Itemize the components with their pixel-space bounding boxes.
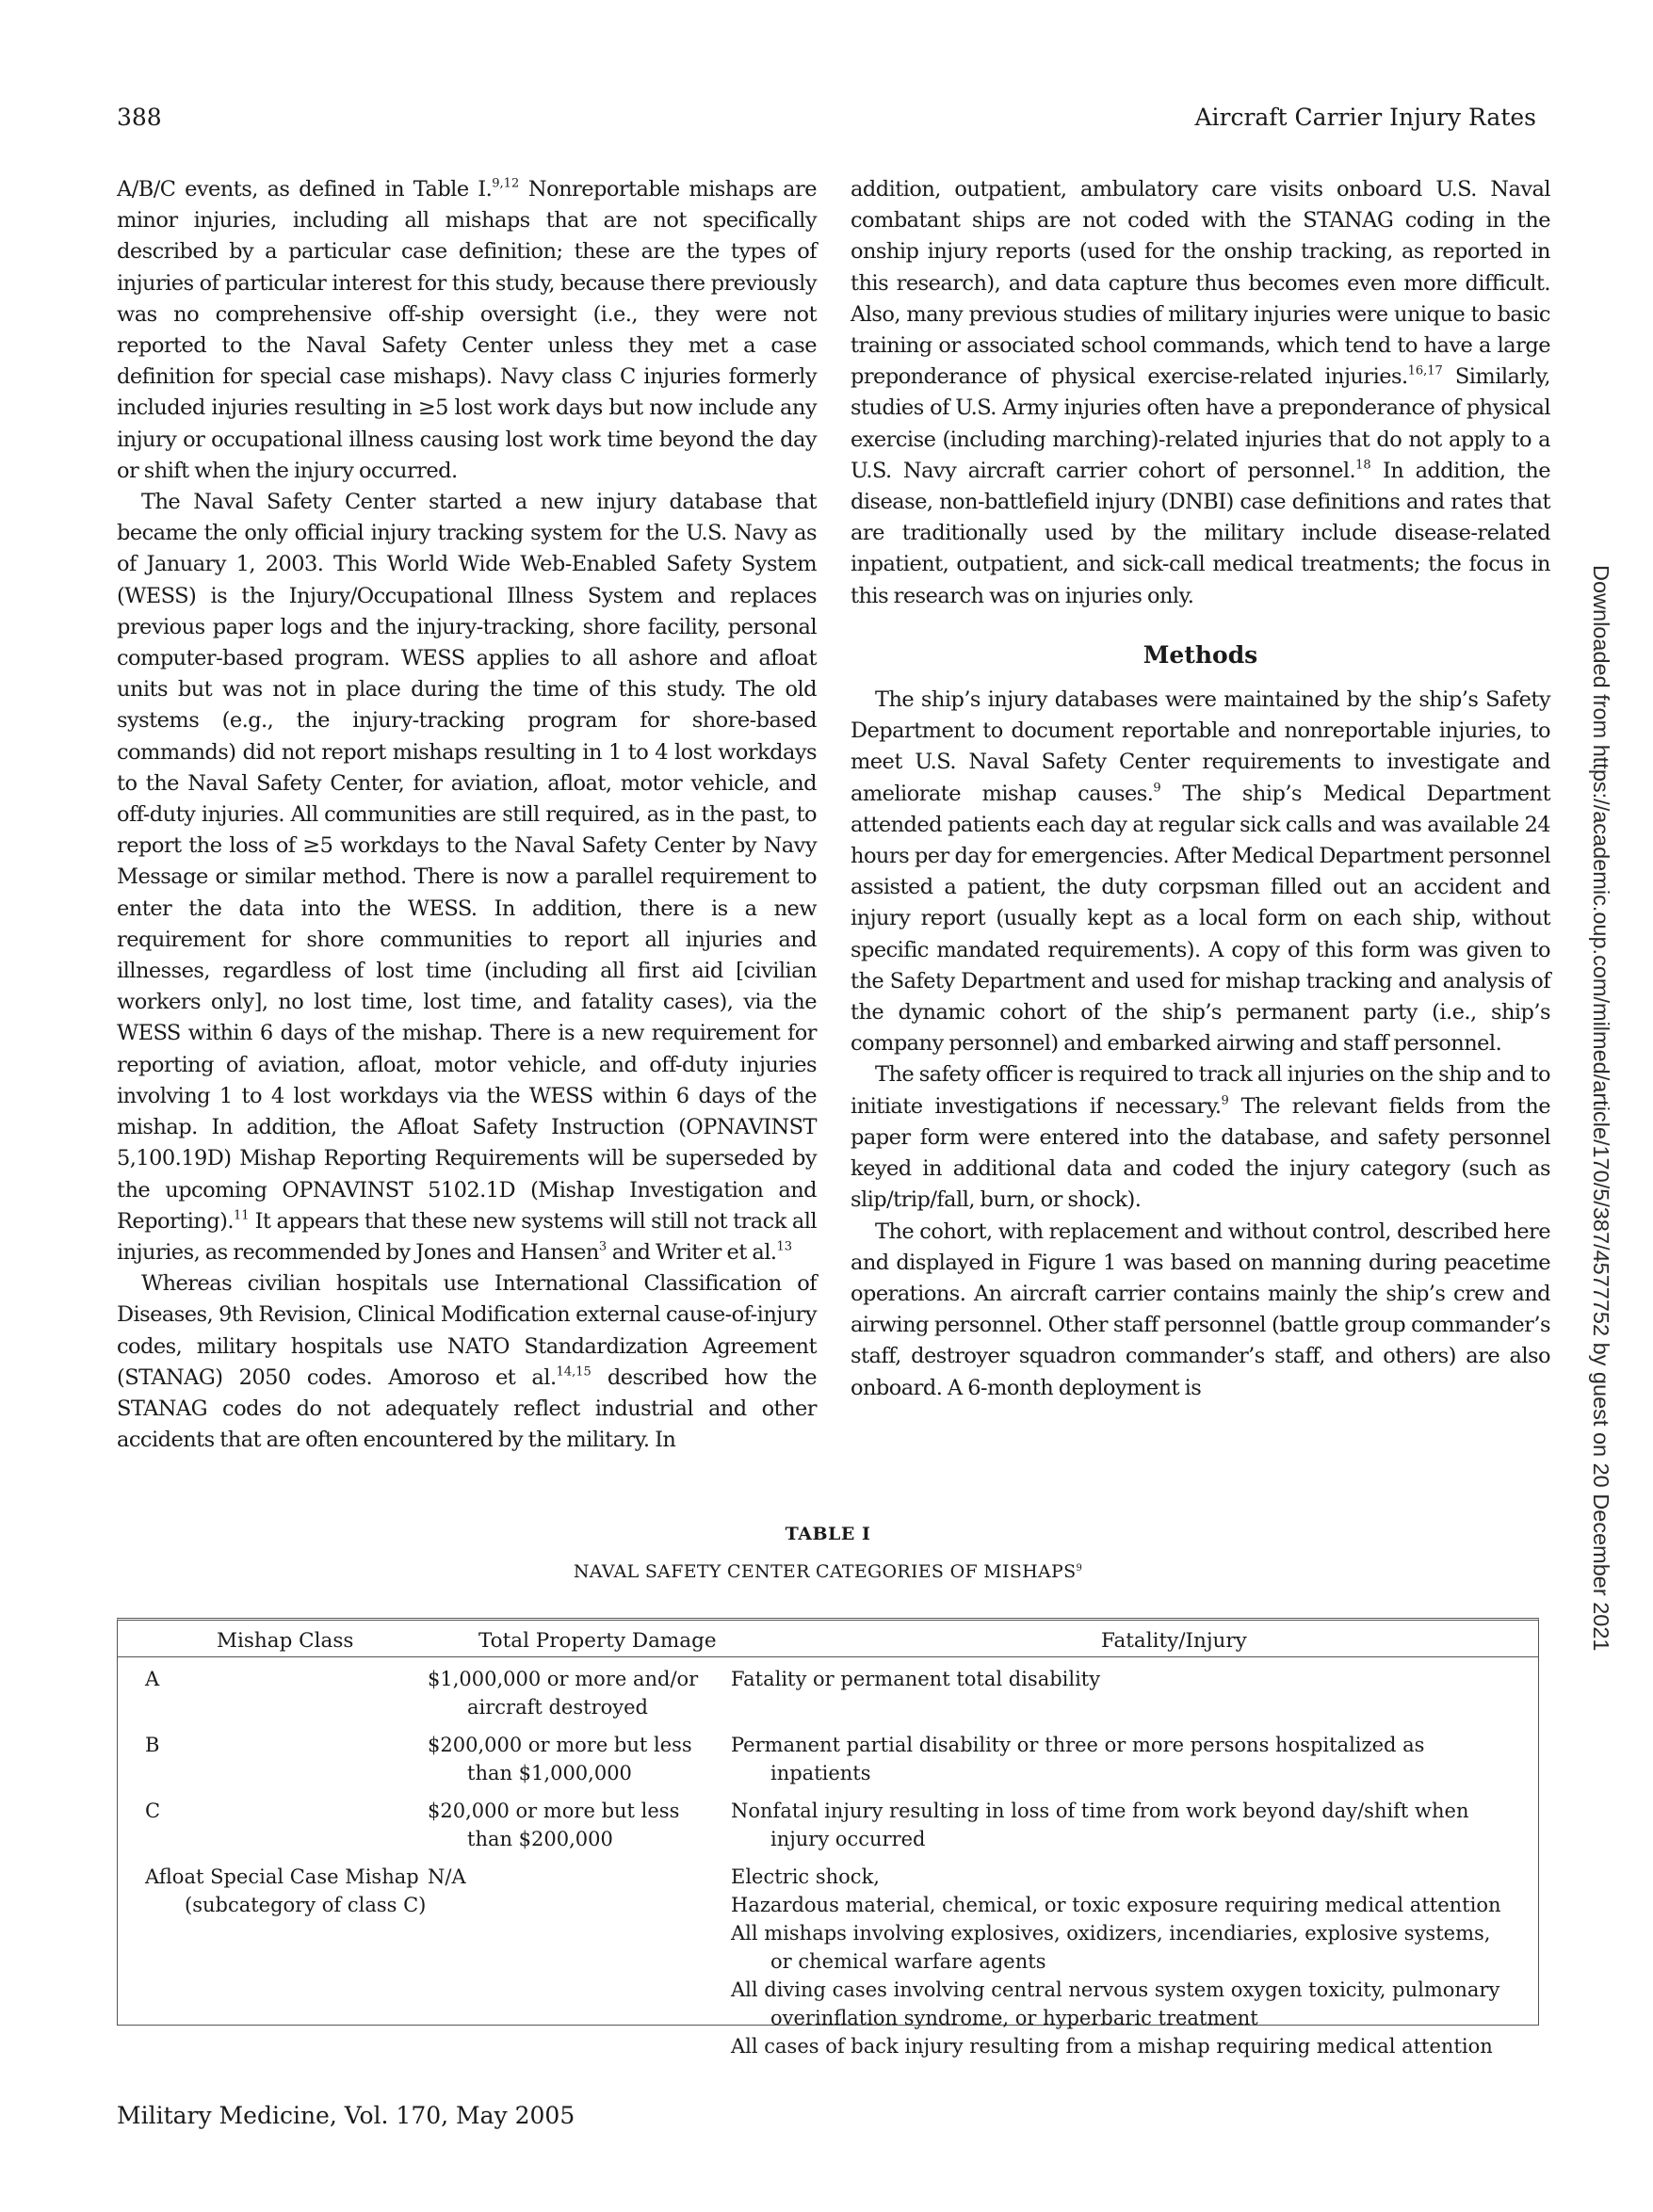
left-column <box>117 174 817 1456</box>
text-run: A/B/C events, as defined in Table I. <box>117 177 493 202</box>
citation: 9 <box>1153 780 1161 795</box>
cell-mishap-class <box>117 1863 428 2060</box>
table-caption-text: NAVAL SAFETY CENTER CATEGORIES OF MISHAPS <box>573 1561 1077 1582</box>
cell-line: Electric shock, <box>731 1865 880 1888</box>
cell-line: than $200,000 <box>467 1828 613 1850</box>
text-run: The Naval Safety Center started a new injury database that became the only official injury tracking system for the U.S. Navy as of January 1, 2003. This World Wide Web-Enabled Safety System (WESS) is the Injury/Occupational Illness System and replaces previous paper logs and the injury-tracking, shore facility, personal computer-based program. WESS applies to all ashore and afloat units but was not in place during the time of this study. The old systems (e.g., the injury-tracking program for shore-based commands) did not report mishaps resulting in 1 to 4 lost workdays to the Naval Safety Center, for aviation, afloat, motor vehicle, and off-duty injuries. All communities are still required, as in the past, to report the loss of ≥5 workdays to the Naval Safety Center by Navy Message or similar method. There is now a parallel requirement to enter the data into the WESS. In addition, there is a new requirement for shore communities to report all injuries and illnesses, regardless of lost time (including all first aid [civilian workers only], no lost time, lost time, and fatality cases), via the WESS within 6 days of the mishap. There is a new requirement for reporting of aviation, afloat, motor vehicle, and off-duty injuries involving 1 to 4 lost workdays via the WESS within 6 days of the mishap. In addition, the Afloat Safety Instruction (OPNAVINST 5,100.19D) Mishap Reporting Requirements will be superseded by the upcoming OPNAVINST 5102.1D (Mishap Investigation and Reporting). <box>117 490 817 1234</box>
text-run: The ship’s injury databases were maintained by the ship’s Safety Department to document reportable and nonreportable injuries, to meet U.S. Naval Safety Center requirements to investigate and ameliorate mishap causes. <box>851 687 1550 806</box>
citation: 16,17 <box>1407 363 1443 379</box>
cell-line: injury occurred <box>770 1828 926 1850</box>
download-watermark: Downloaded from https://academic.oup.com/milmed/article/170/5/387/4577752 by guest on 20 December 2021 <box>1589 565 1613 1652</box>
cell-fatality-injury <box>731 1863 1539 2060</box>
text-run: In addition, the disease, non-battlefield injury (DNBI) case definitions and rates that are traditionally used by the military include disease-related inpatient, outpatient, and sick-call medical treatments; the focus in this research was on injuries only. <box>851 458 1550 608</box>
column-header-fatality-injury: Fatality/Injury <box>1101 1629 1247 1653</box>
text-run: The safety officer is required to track all injuries on the ship and to initiate investigations if necessary. <box>851 1062 1550 1119</box>
paragraph <box>851 685 1550 1059</box>
table-header-row <box>117 1618 1539 1657</box>
citation: 3 <box>598 1239 608 1254</box>
text-run: The ship’s Medical Department attended patients each day at regular sick calls and was available 24 hours per day for emergencies. After Medical Department personnel assisted a patient, the duty corpsman filled out an accident and injury report (usually kept as a local form on each ship, without specific mandated requirements). A copy of this form was given to the Safety Department and used for mishap tracking and analysis of the dynamic cohort of the ship’s permanent party (i.e., ship’s company personnel) and embarked airwing and staff personnel. <box>851 781 1550 1057</box>
cell-property-damage <box>428 1665 731 1721</box>
column-header-total-property-damage: Total Property Damage <box>478 1629 717 1653</box>
table-body <box>117 1665 1539 2060</box>
cell-line: Hazardous material, chemical, or toxic exposure requiring medical attention <box>731 1894 1501 1916</box>
paragraph <box>117 174 817 487</box>
cell-fatality-injury <box>731 1797 1539 1853</box>
footer-citation: Military Medicine, Vol. 170, May 2005 <box>117 2102 575 2129</box>
cell-line: B <box>145 1734 160 1756</box>
cell-line: $200,000 or more but less <box>428 1734 692 1756</box>
running-title: Aircraft Carrier Injury Rates <box>1194 104 1536 131</box>
text-run: Similarly, studies of U.S. Army injuries often have a preponderance of physical exercise (including marching)-related injuries that do not apply to a U.S. Navy aircraft carrier cohort of personnel. <box>851 364 1550 483</box>
cell-line: $1,000,000 or more and/or <box>428 1668 699 1690</box>
citation: 18 <box>1355 458 1371 473</box>
paragraph <box>117 487 817 1268</box>
cell-mishap-class <box>117 1665 428 1721</box>
citation: 11 <box>233 1207 250 1222</box>
cell-property-damage <box>428 1863 731 2060</box>
cell-line: Fatality or permanent total disability <box>731 1668 1101 1690</box>
citation: 9 <box>1221 1092 1229 1107</box>
text-run: described how the STANAG codes do not adequately reflect industrial and other accidents that are often encountered by the military. In <box>117 1364 817 1453</box>
text-run: Whereas civilian hospitals use International Classification of Diseases, 9th Revision, Clinical Modification external cause-of-injury codes, military hospitals use NATO Standardization Agreement (STANAG) 2050 codes. Amoroso et al. <box>117 1271 817 1390</box>
text-run: Nonreportable mishaps are minor injuries, including all mishaps that are not specifically described by a particular case definition; these are the types of injuries of particular interest for this study, because there previously was no comprehensive off-ship oversight (i.e., they were not reported to the Naval Safety Center unless they met a case definition for special case mishaps). Navy class C injuries formerly included injuries resulting in ≥5 lost work days but now include any injury or occupational illness causing lost work time beyond the day or shift when the injury occurred. <box>117 177 818 483</box>
column-header-mishap-class: Mishap Class <box>217 1629 354 1653</box>
table-row <box>117 1797 1539 1853</box>
cell-line: overinflation syndrome, or hyperbaric treatment <box>770 2007 1258 2029</box>
page-number: 388 <box>117 104 162 131</box>
table-row <box>117 1731 1539 1787</box>
cell-line: All mishaps involving explosives, oxidizers, incendiaries, explosive systems, <box>731 1922 1491 1945</box>
paragraph <box>851 1059 1550 1216</box>
cell-property-damage <box>428 1731 731 1787</box>
paragraph <box>851 1217 1550 1404</box>
text-run: It appears that these new systems will still not track all injuries, as recommended by Jones and Hansen <box>117 1208 817 1265</box>
right-column <box>851 174 1550 1404</box>
text-run: The relevant fields from the paper form were entered into the database, and safety personnel keyed in additional data and coded the injury category (such as slip/trip/fall, burn, or shock). <box>851 1093 1550 1213</box>
cell-line: Permanent partial disability or three or more persons hospitalized as <box>731 1734 1425 1756</box>
text-run: The cohort, with replacement and without control, described here and displayed in Figure 1 was based on manning during peacetime operations. An aircraft carrier contains mainly the ship’s crew and airwing personnel. Other staff personnel (battle group commander’s staff, destroyer squadron commander’s staff, and others) are also onboard. A 6-month deployment is <box>851 1219 1550 1400</box>
citation: 14,15 <box>556 1364 592 1379</box>
cell-line: All cases of back injury resulting from a mishap requiring medical attention <box>731 2035 1493 2058</box>
text-run: addition, outpatient, ambulatory care visits onboard U.S. Naval combatant ships are not coded with the STANAG coding in the onship injury reports (used for the onship tracking, as reported in this research), and data capture thus becomes even more difficult. Also, many previous studies of military injuries were unique to basic training or associated school commands, which tend to have a large preponderance of physical exercise-related injuries. <box>851 177 1550 390</box>
cell-line: inpatients <box>770 1762 871 1784</box>
cell-fatality-injury <box>731 1665 1539 1721</box>
cell-line: or chemical warfare agents <box>770 1950 1046 1973</box>
cell-line: aircraft destroyed <box>467 1696 648 1719</box>
table-row <box>117 1665 1539 1721</box>
paragraph <box>851 174 1550 612</box>
citation: 13 <box>776 1239 792 1254</box>
cell-line: A <box>145 1668 160 1690</box>
text-run: and Writer et al. <box>607 1239 777 1265</box>
cell-property-damage <box>428 1797 731 1853</box>
citation: 9 <box>1076 1563 1083 1574</box>
cell-fatality-injury <box>731 1731 1539 1787</box>
section-heading-methods: Methods <box>1143 640 1258 669</box>
paragraph <box>117 1268 817 1456</box>
table-label: TABLE I <box>785 1524 871 1544</box>
table-row <box>117 1863 1539 2060</box>
cell-line: All diving cases involving central nervous system oxygen toxicity, pulmonary <box>731 1978 1500 2001</box>
cell-mishap-class <box>117 1797 428 1853</box>
cell-line: C <box>145 1800 161 1822</box>
cell-line: $20,000 or more but less <box>428 1800 680 1822</box>
cell-line: Afloat Special Case Mishap <box>145 1865 419 1888</box>
cell-line: (subcategory of class C) <box>185 1894 427 1916</box>
cell-line: Nonfatal injury resulting in loss of time from work beyond day/shift when <box>731 1800 1469 1822</box>
citation: 9,12 <box>492 176 520 191</box>
cell-line: than $1,000,000 <box>467 1762 632 1784</box>
table-caption <box>117 1561 1539 1582</box>
cell-mishap-class <box>117 1731 428 1787</box>
cell-line: N/A <box>428 1865 466 1888</box>
